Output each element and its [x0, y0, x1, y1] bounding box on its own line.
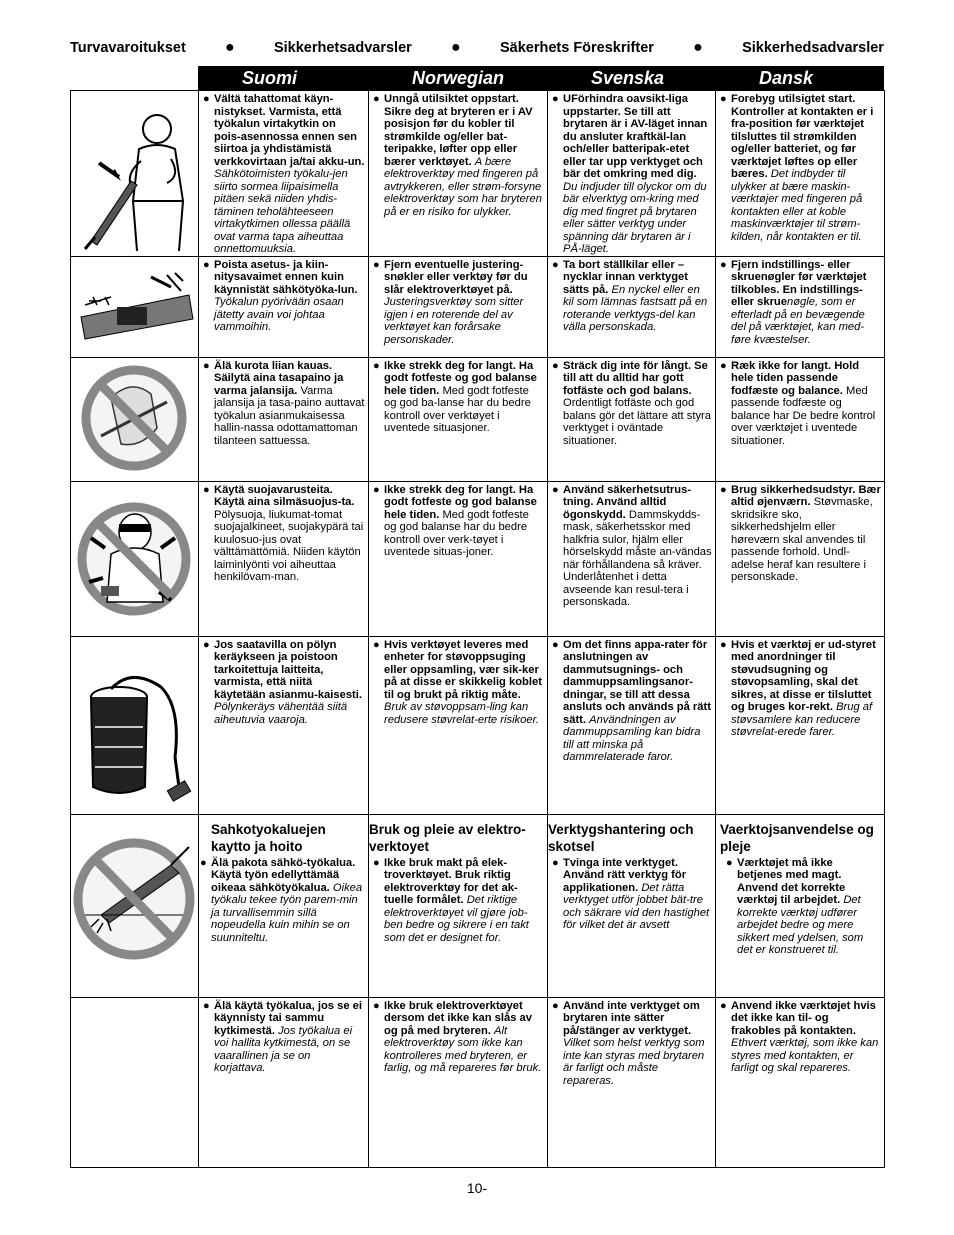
table-row [71, 997, 885, 1167]
text-cell-sv: ● Använd säkerhetsutrus-tning. Använd alltid ögonskydd. Dammskydds-mask, säkerhetsskor med halkfria sulor, hjälm eller hörselskydd måste an-vändas när förhållandena så kräver. Underlåtenhet i detta avseende kan resul-tera i personskada. [548, 481, 716, 636]
table-row [71, 91, 885, 257]
text-cell-no: ● Ikke strekk deg for langt. Ha godt fotfeste og god balanse hele tiden. Med godt fotfeste og god balanse har du bedre kontroll over verk-tøyet i uventede situas-joner. [369, 481, 548, 636]
illustration-cell [71, 814, 199, 997]
text-cell-sv: ● UFörhindra oavsikt-liga uppstarter. Se till att brytaren är i AV-läget innan du ansluter kraftkäl-lan och/eller batteripak-etet eller tar upp verktyget och bär det omkring med dig. Du indjuder till olyckor om du bär elverktyg om-kring med dig med fingret på brytaren eller sätter verktyg under spänning där brytaren är i PÅ-läget. [548, 91, 716, 257]
hand-on-switch-carry-icon [71, 91, 198, 254]
lang-norwegian: Norwegian [412, 68, 505, 88]
header-title-no: Sikkerhetsadvarsler [273, 40, 412, 56]
table-row [71, 357, 885, 481]
section-heading-da: Vaerktojsanvendelse og pleje [720, 821, 874, 854]
illustration-cell [71, 256, 199, 357]
table-row [71, 256, 885, 357]
header-bullet: ● [225, 39, 235, 56]
illustration-cell [71, 481, 199, 636]
header-bullet: ● [451, 39, 461, 56]
text-cell-da: ● Forebyg utilsigtet start. Kontroller at kontakten er i fra-position før værktøjet tilsluttes til strømkilden og/eller batteriet, og før værktøjet løftes op eller bæres. Det indbyder til ulykker at bære maskin-værktøjer med fingeren på kontakten eller at koble maskinværktøjer til strøm-kilden, når kontakten er til. [716, 91, 885, 257]
lang-suomi: Suomi [242, 68, 298, 88]
text-cell-no: Bruk og pleie av elektro-verktoyet ● Ikke bruk makt på elek-troverktøyet. Bruk riktig elektroverktøy for det ak-tuelle formålet. Det riktige elektroverktøyet vil gjøre job-ben bedre og sikrere i en takt som det er designet for. [369, 814, 548, 997]
adjusting-key-icon [71, 257, 198, 357]
language-bar [198, 66, 884, 90]
illustration-cell-empty [71, 997, 199, 1167]
text-cell-da: ● Fjern indstillings- eller skruenøgler før værktøjet tilkobles. En indstillings- eller skruenøgle, som er efterladt på en bevægende del på værktøjet, kan med-føre kvæstelser. [716, 256, 885, 357]
text-cell-fi: Sahkotyokaluejen kaytto ja hoito ● Älä pakota sähkö-työkalua. Käytä työn edellyttämää oikeaa sähkötyökalua. Oikea työkalu tekee työn parem-min ja turvallisemmin sillä nopeudella kuin mihin se on suunniteltu. [199, 814, 369, 997]
table-row [71, 636, 885, 814]
text-cell-sv: ● Använd inte verktyget om brytaren inte sätter på/stänger av verktyget. Vilket som helst verktyg som inte kan styras med brytaren är farligt och måste repareras. [548, 997, 716, 1167]
section-heading-sv: Verktygshantering och skotsel [548, 821, 694, 854]
text-cell-sv: ● Om det finns appa-rater för anslutningen av dammutsugnings- och dammuppsamlingsanor-dningar, se till att dessa ansluts och används på rätt sätt. Användningen av dammuppsamling kan bidra till att minska på dammrelaterade faror. [548, 636, 716, 814]
text-cell-no: ● Unngå utilsiktet oppstart. Sikre deg at bryteren er i AV posisjon før du kobler til strømkilde og/eller bat-teripakke, løfter opp eller bærer verktøyet. A bære elektroverktøy med fingeren på avtrykkeren, eller strøm-forsyne elektroverktøy som har bryteren på er en risiko for ulykker. [369, 91, 548, 257]
text-cell-no: ● Ikke strekk deg for langt. Ha godt fotfeste og god balanse hele tiden. Med godt fotfeste og god ba-lanse har du bedre kontroll over verktøyet i uventede situasjoner. [369, 357, 548, 481]
text-cell-da: ● Anvend ikke værktøjet hvis det ikke kan til- og frakobles på kontakten. Ethvert værktøj, som ikke kan styres med kontakten, er farligt og skal repareres. [716, 997, 885, 1167]
text-cell-no: ● Hvis verktøyet leveres med enheter for støvoppsuging eller oppsamling, vær sik-ker på at disse er skikkelig koblet til og brukt på riktig måte. Bruk av støvoppsam-ling kan redusere støvrelat-erte risikoer. [369, 636, 548, 814]
text-cell-fi: ● Vältä tahattomat käyn-nistykset. Varmista, että työkalun virtakytkin on pois-asennossa ennen sen siirtoa ja yhdistämistä verkkovirtaan ja/tai akku-un. Sähkötoimisten työkalu-jen siirto sormea liipaisimella pitäen sekä niiden yhdis-täminen teholähteeseen virtakytkimen ollessa päällä ovat varma tapa aiheuttaa onnettomuuksia. [199, 91, 369, 257]
section-heading-fi: Sahkotyokaluejen kaytto ja hoito [211, 821, 326, 854]
header-title-sv: Säkerhets Föreskrifter [499, 40, 654, 56]
text-cell-fi: ● Käytä suojavarusteita. Käytä aina silmäsuojus-ta. Pölysuoja, liukumat-tomat suojajalkineet, suojakypärä tai kuulosuo-jus ovat välttämättömiä. Niiden käytön laiminlyönti voi aiheuttaa henkilövam-man. [199, 481, 369, 636]
text-cell-sv: ● Sträck dig inte för långt. Se till att du alltid har gott fotfäste och god balans. Ordentligt fotfäste och god balans gör det lättare att styra verktyget i oväntade situationer. [548, 357, 716, 481]
header-warnings [70, 38, 884, 58]
text-cell-sv: Verktygshantering och skotsel ● Tvinga inte verktyget. Använd rätt verktyg för applikationen. Det rätta verktyget utför jobbet bät-tre och säkrare vid den hastighet för vilket det är avsett [548, 814, 716, 997]
page-number: 10- [466, 1180, 488, 1196]
no-forcing-tool-icon [71, 815, 198, 997]
text-cell-fi: ● Poista asetus- ja kiin-nitysavaimet ennen kuin käynnistät sähkötyöka-lun. Työkalun pyörivään osaan jätetty avain voi johtaa vammoihin. [199, 256, 369, 357]
header-bullet: ● [693, 39, 703, 56]
no-overreach-icon [71, 358, 198, 481]
text-cell-no: ● Ikke bruk elektroverktøyet dersom det ikke kan slås av og på med bryteren. Alt elektroverktøy som ikke kan kontrolleres med bryteren, er farlig, og må repareres før bruk. [369, 997, 548, 1167]
text-cell-da: ● Ræk ikke for langt. Hold hele tiden passende fodfæste og balance. Med passende fodfæste og balance har De bedre kontrol over værktøjet i uventede situationer. [716, 357, 885, 481]
text-cell-sv: ● Ta bort ställkilar eller –nycklar innan verktyget sätts på. En nyckel eller en kil som lämnas fastsatt på en roterande verktygs-del kan välla personskada. [548, 256, 716, 357]
lang-dansk: Dansk [759, 68, 814, 88]
text-cell-fi: ● Älä käytä työkalua, jos se ei käynnisty tai sammu kytkimestä. Jos työkalua ei voi hallita kytkimestä, on se vaarallinen ja se on korjattava. [199, 997, 369, 1167]
dust-extractor-icon [71, 637, 198, 814]
illustration-cell [71, 636, 199, 814]
section-heading-no: Bruk og pleie av elektro-verktoyet [369, 821, 526, 854]
text-cell-da: ● Hvis et værktøj er ud-styret med anordninger til støvudsugning og støvopsamling, skal det sikres, at disse er tilsluttet og bruges kor-rekt. Brug af støvsamlere kan reducere støvrelat-erede farer. [716, 636, 885, 814]
table-row [71, 481, 885, 636]
illustration-cell [71, 91, 199, 257]
text-cell-fi: ● Jos saatavilla on pölyn keräykseen ja poistoon tarkoitettuja laitteita, varmista, että niitä käytetään asianmu-kaisesti. Pölynkeräys vähentää siitä aiheutuvia vaaroja. [199, 636, 369, 814]
header-title-fi: Turvavaroitukset [70, 40, 186, 56]
text-cell-no: ● Fjern eventuelle justering-snøkler eller verktøy før du slår elektroverktøyet på. Justeringsverktøy som sitter igjen i en roterende del av verktøyet kan forårsake personskader. [369, 256, 548, 357]
table-row [71, 814, 885, 997]
safety-equipment-icon [71, 482, 198, 636]
text-cell-da: ● Brug sikkerhedsudstyr. Bær altid øjenværn. Støvmaske, skridsikre sko, sikkerhedshjelm eller høreværn skal anvendes til passende forhold. Undl-adelse heraf kan resultere i personskade. [716, 481, 885, 636]
safety-table [70, 90, 885, 1168]
illustration-cell [71, 357, 199, 481]
lang-svenska: Svenska [591, 68, 665, 88]
text-cell-da: Vaerktojsanvendelse og pleje ● Værktøjet må ikke betjenes med magt. Anvend det korrekte værktøj til arbejdet. Det korrekte værktøj udfører arbejdet bedre og mere sikkert med ydelsen, som det er konstrueret til. [716, 814, 885, 997]
header-title-da: Sikkerhedsadvarsler [742, 40, 884, 56]
text-cell-fi: ● Älä kurota liian kauas. Säilytä aina tasapaino ja varma jalansija. Varma jalansija ja tasa-paino auttavat työkalun asianmukaisessa hallin-nassa odottamattoman tilanteen sattuessa. [199, 357, 369, 481]
